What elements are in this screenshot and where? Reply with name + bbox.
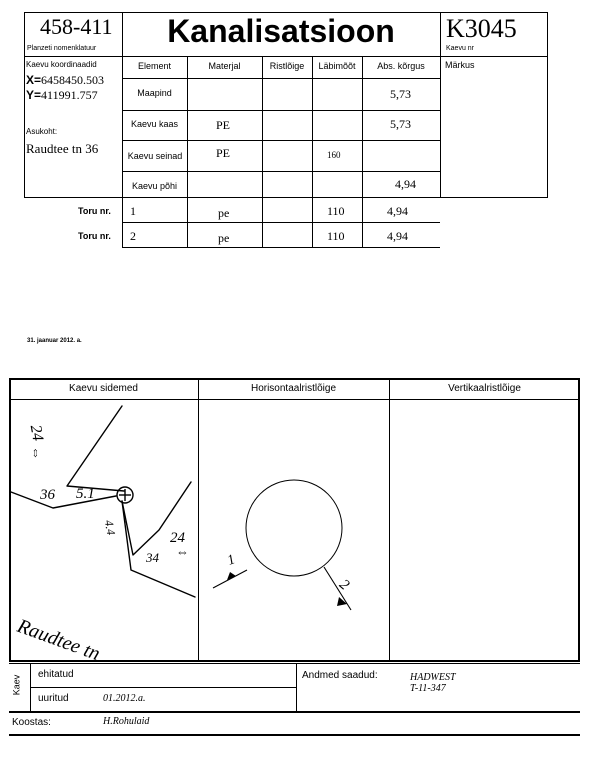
row-height: 5,73: [390, 117, 411, 131]
pipe-height: 4,94: [387, 229, 408, 243]
title-divider: [440, 12, 441, 197]
row-material: PE: [216, 118, 231, 132]
built-label: ehitatud: [38, 669, 74, 680]
sketch-line-upper: [67, 406, 124, 491]
compiled-value: H.Rohulaid: [103, 716, 150, 727]
col-line-2: [262, 56, 263, 248]
well-circle: [246, 480, 342, 576]
row-line-4: [122, 171, 440, 172]
row-element: Kaevu kaas: [130, 119, 179, 129]
data-source-value-1: HADWEST: [410, 672, 456, 683]
sketch-label-24: 24: [26, 423, 47, 443]
col-header-material: Materjal: [208, 61, 241, 71]
row-height: 4,94: [395, 177, 416, 191]
sketch-label-36: 36: [40, 487, 55, 503]
x-coordinate: [26, 73, 104, 88]
x-value: 6458450.503: [41, 73, 105, 87]
pipe-label: Toru nr.: [78, 231, 111, 241]
sketch-arrow-icon: ⇔: [176, 544, 189, 559]
horizontal-cross-section: [199, 400, 388, 660]
col-header-cross: Ristlõige: [269, 61, 305, 71]
pipe-diameter: 110: [327, 204, 345, 218]
data-source-label: Andmed saadud:: [302, 670, 378, 681]
footer-top-line: [9, 663, 580, 664]
footer-middle-divider: [296, 663, 297, 711]
col-line-4: [362, 56, 363, 248]
row-line-5: [122, 197, 440, 198]
footer-row-divider: [30, 687, 296, 688]
pipe-diameter: 110: [327, 229, 345, 243]
sketch-line-left: [11, 492, 116, 508]
form-left-bottom: [24, 197, 122, 198]
surveyed-label: uuritud: [38, 693, 69, 704]
page-title: Kanalisatsioon: [167, 13, 395, 49]
sketch-label-24b: 24: [170, 530, 185, 546]
col-header-height: Abs. kõrgus: [377, 61, 425, 71]
col-header-element: Element: [137, 61, 172, 71]
row-line-1: [122, 78, 440, 79]
document-date: 31. jaanuar 2012. a.: [27, 338, 82, 344]
remarks-label: Märkus: [445, 60, 475, 70]
arrow-label-1: 1: [225, 552, 238, 569]
sketch-arrow-icon: ⇔: [29, 446, 45, 460]
pipe-material: pe: [218, 231, 230, 245]
address-value: Raudtee tn 36: [26, 141, 99, 156]
right-bottom: [440, 197, 548, 198]
row-line-3: [122, 140, 440, 141]
data-source-value-2: T-11-347: [410, 683, 446, 694]
well-id: K3045: [446, 14, 517, 43]
form-right-border: [547, 12, 548, 197]
footer-bottom-line: [9, 711, 580, 713]
address-label: Asukoht:: [26, 127, 58, 136]
footer-side-label: Kaev: [11, 674, 22, 696]
y-label: Y=: [26, 88, 42, 102]
sketch-header-vertical: Vertikaalristlõige: [448, 383, 521, 394]
col-line-3: [312, 56, 313, 248]
coords-label: Kaevu koordinaadid: [26, 60, 97, 69]
row-line-7: [122, 247, 440, 248]
col-header-diameter: Läbimõõt: [318, 61, 356, 71]
row-material: PE: [216, 146, 231, 160]
sketch-street-label: Raudtee tn: [14, 615, 103, 666]
pipe-number: 1: [130, 204, 136, 218]
form-left-border: [24, 12, 25, 197]
pipe-height: 4,94: [387, 204, 408, 218]
sheet-code: 458-411: [40, 14, 113, 39]
sketch-label-51: 5.1: [76, 486, 95, 502]
row-line-2: [122, 110, 440, 111]
header-row-separator: [24, 56, 548, 57]
pipe-number: 2: [130, 229, 136, 243]
row-element: Kaevu seinad: [127, 151, 183, 161]
sketch-label-34: 34: [146, 550, 159, 565]
sketch-divider-2: [389, 378, 390, 662]
y-value: 411991.757: [41, 88, 98, 102]
row-element: Kaevu põhi: [131, 181, 178, 191]
y-coordinate: [26, 88, 98, 103]
row-diameter: 160: [327, 150, 341, 160]
sketch-header-links: Kaevu sidemed: [69, 383, 138, 394]
row-element: Maapind: [137, 88, 172, 98]
row-line-6: [122, 222, 440, 223]
sketch-label-4: 4.4: [101, 518, 119, 537]
pipe-label: Toru nr.: [78, 206, 111, 216]
surveyed-value: 01.2012.a.: [103, 693, 146, 704]
row-height: 5,73: [390, 87, 411, 101]
footer-final-line: [9, 734, 580, 736]
well-label: Kaevu nr: [446, 45, 475, 52]
pipe-material: pe: [218, 206, 230, 220]
x-label: X=: [26, 73, 42, 87]
compiled-label: Koostas:: [12, 717, 51, 728]
well-symbol-icon: [117, 487, 133, 503]
arrow-label-2: 2: [336, 576, 353, 594]
sheet-label: Planzeti nomenklatuur: [27, 45, 97, 52]
sketch-header-horizontal: Horisontaalristlõige: [250, 383, 337, 394]
